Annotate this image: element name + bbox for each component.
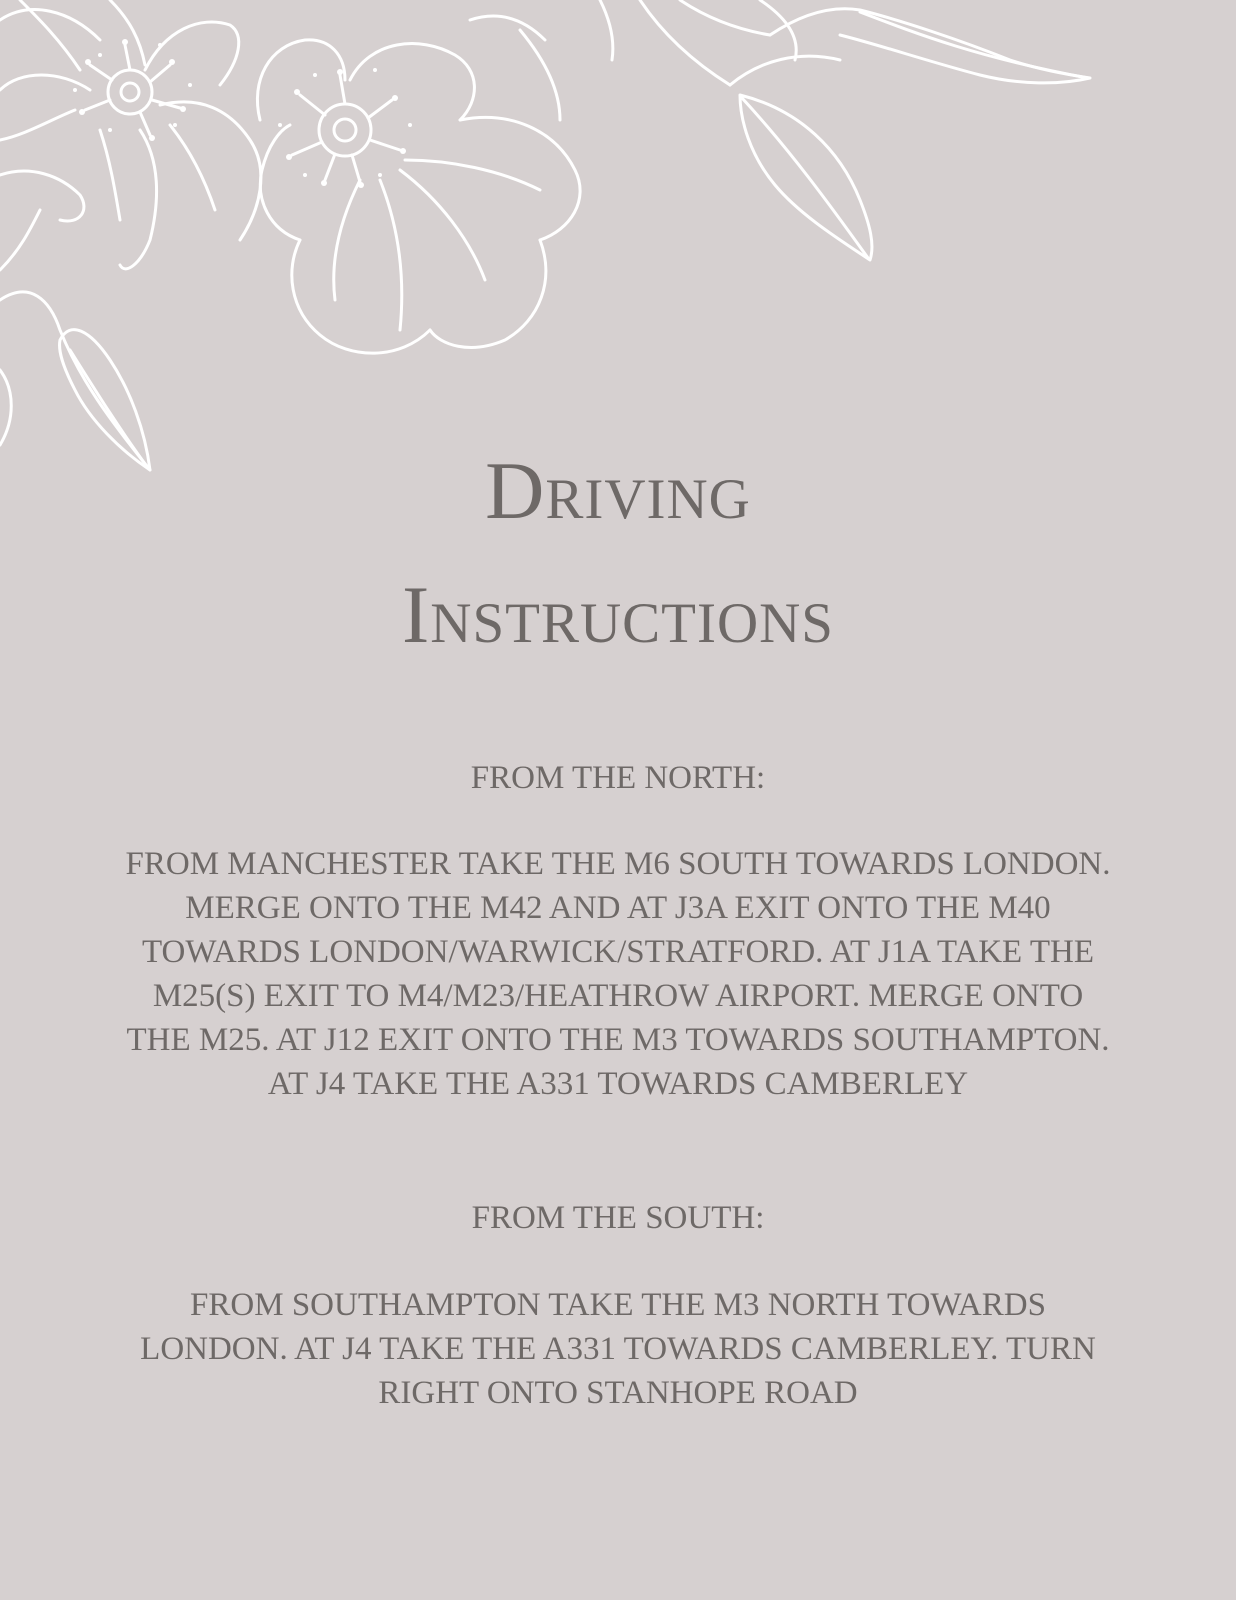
section-text-north: FROM MANCHESTER TAKE THE M6 SOUTH TOWARDS LONDON. MERGE ONTO THE M42 AND AT J3A EXIT ONTO THE M40 TOWARDS LONDON/WARWICK/STRATFORD. AT J1A TAKE THE M25(S) EXIT TO M4/M23/HEATHROW AIRPORT. MERGE ONTO THE M25. AT J12 EXIT ONTO THE M3 TOWARDS SOUTHAMPTON. AT J4 TAKE THE A331 TOWARDS CAMBERLEY bbox=[125, 846, 1111, 1102]
section-heading-north: FROM THE NORTH: bbox=[470, 760, 766, 796]
title-line-2: Instructions bbox=[401, 569, 835, 660]
floral-line-art-icon bbox=[0, 0, 1100, 490]
title-line-1: Driving bbox=[485, 445, 751, 536]
section-text-south: FROM SOUTHAMPTON TAKE THE M3 NORTH TOWARDS LONDON. AT J4 TAKE THE A331 TOWARDS CAMBERLEY. TURN RIGHT ONTO STANHOPE ROAD bbox=[140, 1287, 1096, 1411]
section-heading-south: FROM THE SOUTH: bbox=[471, 1200, 765, 1236]
